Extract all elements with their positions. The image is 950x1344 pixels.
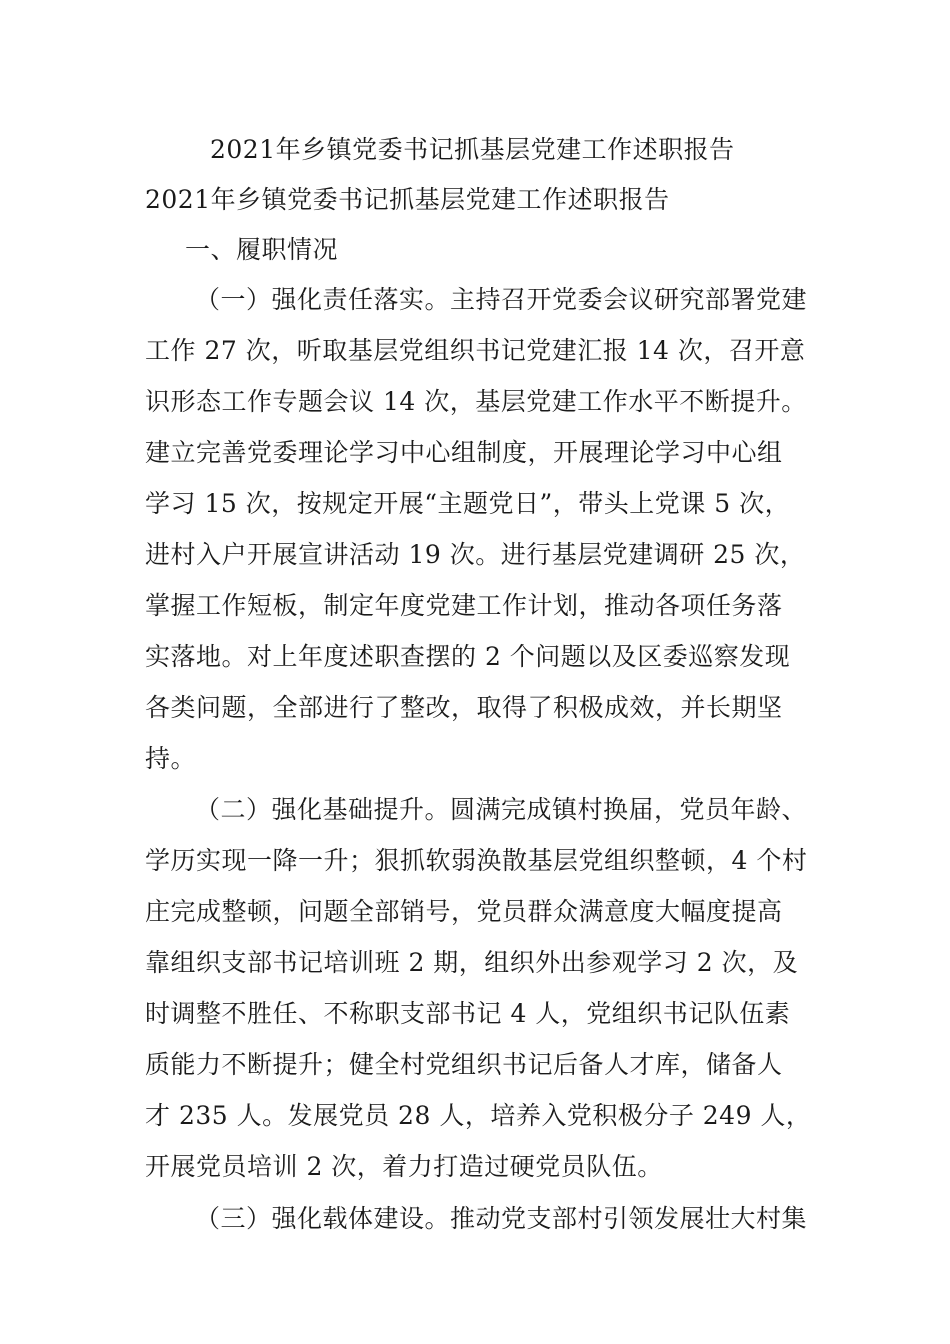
paragraph-line: 识形态工作专题会议 14 次，基层党建工作水平不断提升。: [145, 387, 807, 416]
paragraph-line: 庄完成整顿，问题全部销号，党员群众满意度大幅度提高: [145, 897, 783, 926]
paragraph-line: 掌握工作短板，制定年度党建工作计划，推动各项任务落: [145, 591, 783, 620]
paragraph-line: 学历实现一降一升；狠抓软弱涣散基层党组织整顿，4 个村: [145, 846, 808, 875]
paragraph-line: 实落地。对上年度述职查摆的 2 个问题以及区委巡察发现: [145, 642, 791, 671]
document-title: 2021年乡镇党委书记抓基层党建工作述职报告: [210, 135, 735, 164]
paragraph-line: 时调整不胜任、不称职支部书记 4 人，党组织书记队伍素: [145, 999, 791, 1028]
paragraph-line: （一）强化责任落实。主持召开党委会议研究部署党建: [195, 285, 808, 314]
document-subtitle: 2021年乡镇党委书记抓基层党建工作述职报告: [145, 185, 670, 214]
paragraph-line: 工作 27 次，听取基层党组织书记党建汇报 14 次，召开意: [145, 336, 806, 365]
section-heading: 一、履职情况: [185, 235, 339, 264]
paragraph-line: 各类问题，全部进行了整改，取得了积极成效，并长期坚: [145, 693, 783, 722]
paragraph-line: （二）强化基础提升。圆满完成镇村换届，党员年龄、: [195, 795, 808, 824]
paragraph-line: 靠组织支部书记培训班 2 期，组织外出参观学习 2 次，及: [145, 948, 799, 977]
paragraph-line: 开展党员培训 2 次，着力打造过硬党员队伍。: [145, 1152, 663, 1181]
paragraph-line: 学习 15 次，按规定开展“主题党日”，带头上党课 5 次，: [145, 489, 791, 518]
paragraph-line: 建立完善党委理论学习中心组制度，开展理论学习中心组: [145, 438, 783, 467]
paragraph-line: 持。: [145, 744, 197, 773]
paragraph-line: 才 235 人。发展党员 28 人，培养入党积极分子 249 人，: [145, 1101, 812, 1130]
paragraph-line: 质能力不断提升；健全村党组织书记后备人才库，储备人: [145, 1050, 783, 1079]
paragraph-line: （三）强化载体建设。推动党支部村引领发展壮大村集: [195, 1204, 808, 1233]
paragraph-line: 进村入户开展宣讲活动 19 次。进行基层党建调研 25 次，: [145, 540, 806, 569]
